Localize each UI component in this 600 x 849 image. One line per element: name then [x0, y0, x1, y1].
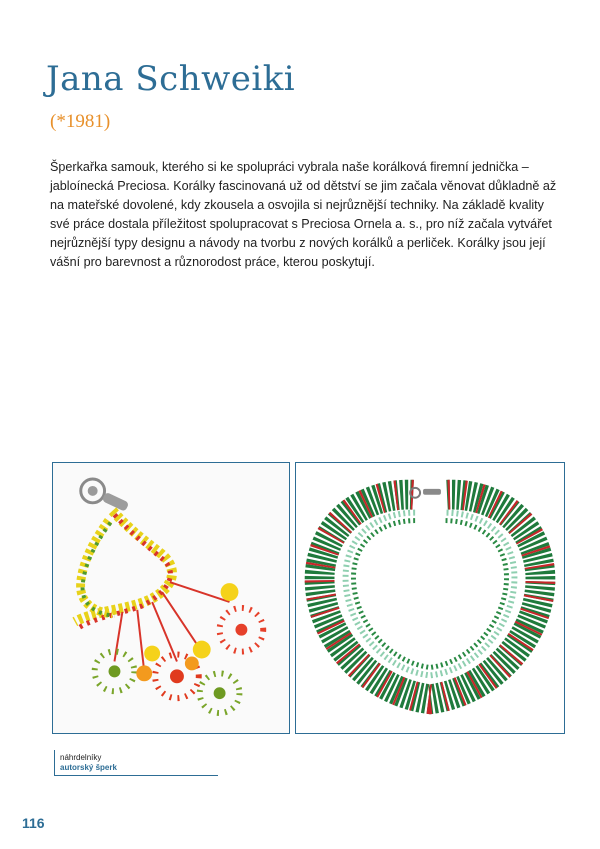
caption-type: autorský šperk [60, 763, 117, 772]
floral-necklace-illustration [53, 463, 289, 733]
photo-floral-necklace [52, 462, 290, 734]
page-number: 116 [22, 815, 45, 831]
photo-caption [54, 750, 218, 776]
author-bio: Šperkařka samouk, kterého si ke spolupráci vybrala naše korálková firemní jednička – jabloínecká Preciosa. Korálky fascinovaná už od dětství se jim začala věnovat důkladně až na mateřské dovolené, kdy zkousela a osvojila si nejrůznější techniky. Na základě kvality své práce dostala příležitost spolupracovat s Preciosa Ornela a. s., pro níž začala vytvářet nejrůznější typy designu a návody na tvorbu z nových korálků a perliček. Korálky jsou její vášní pro barevnost a různorodost práce, kterou poskytují. [50, 160, 557, 269]
photo-collar-necklace [295, 462, 565, 734]
collar-necklace-illustration [296, 463, 564, 733]
caption-category: náhrdelníky [60, 753, 102, 762]
author-name: Jana Schweiki [46, 59, 296, 99]
author-birth-year: (*1981) [50, 111, 111, 132]
